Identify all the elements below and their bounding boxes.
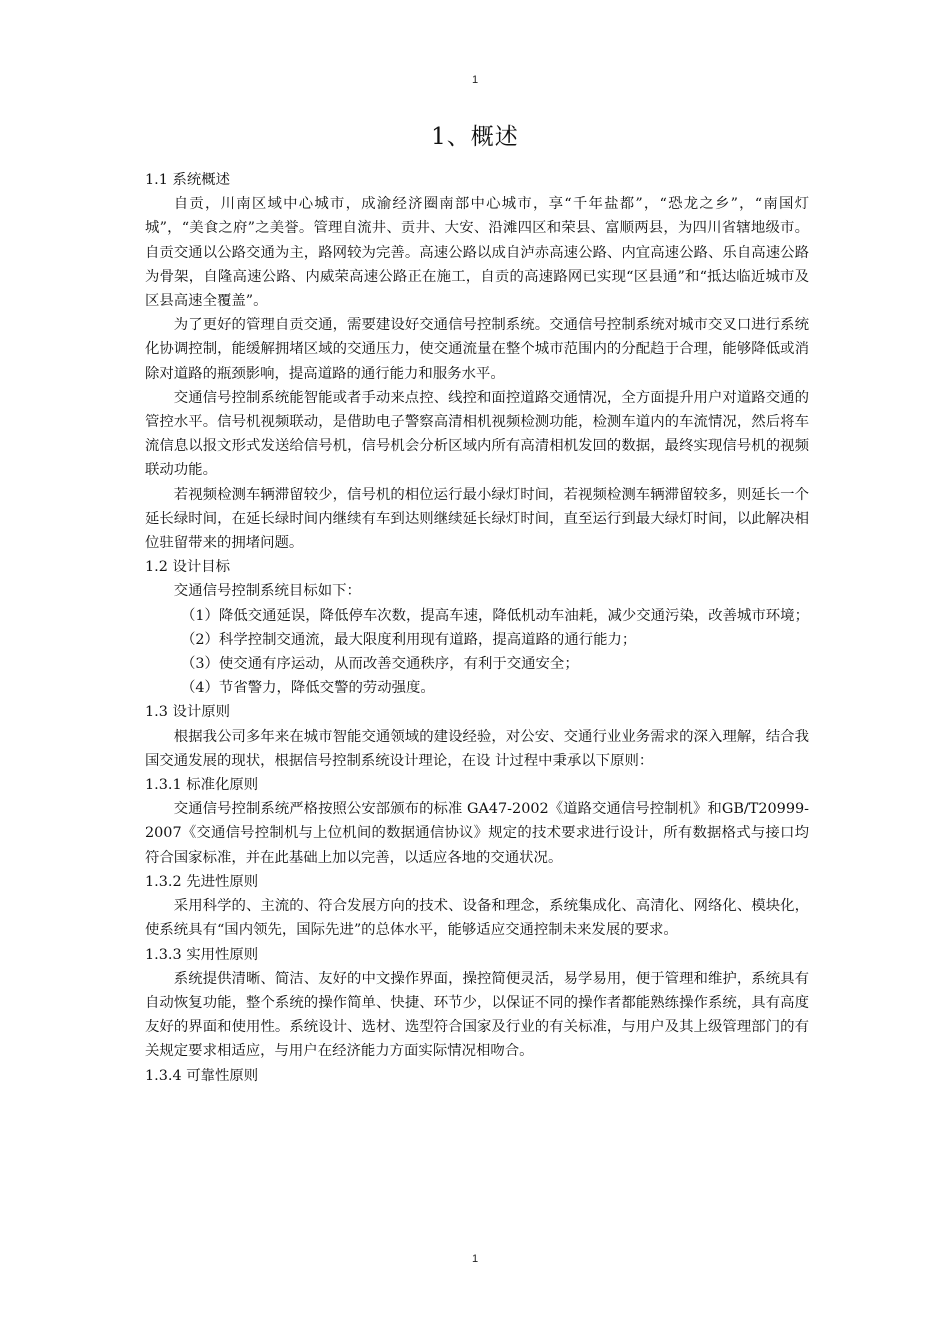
paragraph-practicality: 系统提供清晰、简洁、友好的中文操作界面，操控简便灵活，易学易用，便于管理和维护，系统具有自动恢复功能，整个系统的操作简单、快捷、环节少，以保证不同的操作者都能熟练操作系统，具有高度友好的界面和使用性。系统设计、选材、选型符合国家及行业的有关标准，与用户及其上级管理部门的有关规定要求相适应，与用户在经济能力方面实际情况相吻合。: [145, 970, 809, 1060]
paragraph-advancement: 采用科学的、主流的、符合发展方向的技术、设备和理念，系统集成化、高清化、网络化、模块化，使系统具有“国内领先，国际先进”的总体水平，能够适应交通控制未来发展的要求。: [145, 898, 809, 939]
section-heading-1-3-1: 1.3.1 标准化原则: [145, 777, 259, 794]
section-heading-1-3-2: 1.3.2 先进性原则: [145, 873, 259, 890]
paragraph-overview-green-time: 若视频检测车辆滞留较少，信号机的相位运行最小绿灯时间，若视频检测车辆滞留较多，则延长一个延长绿时间，在延长绿时间内继续有车到达则继续延长绿灯时间，直至运行到最大绿灯时间，以此解决相位驻留带来的拥堵问题。: [145, 486, 809, 552]
section-heading-1-3-4: 1.3.4 可靠性原则: [145, 1067, 259, 1084]
page-number-header: 1: [471, 74, 479, 86]
goal-item-2: （2）科学控制交通流，最大限度利用现有道路，提高道路的通行能力；: [181, 631, 637, 648]
paragraph-design-principles: 根据我公司多年来在城市智能交通领域的建设经验，对公安、交通行业业务需求的深入理解，结合我国交通发展的现状，根据信号控制系统设计理论，在设 计过程中秉承以下原则：: [145, 728, 809, 769]
section-heading-1-3-3: 1.3.3 实用性原则: [145, 946, 259, 963]
section-heading-1-3: 1.3 设计原则: [145, 704, 231, 721]
paragraph-standardization: 交通信号控制系统严格按照公安部颁布的标准 GA47-2002《道路交通信号控制机》和GB/T20999-2007《交通信号控制机与上位机间的数据通信协议》规定的技术要求进行设计，所有数据格式与接口均符合国家标准，并在此基础上加以完善，以适应各地的交通状况。: [145, 801, 809, 866]
section-heading-1-1: 1.1 系统概述: [145, 172, 231, 188]
page-number-footer: 1: [471, 1253, 479, 1265]
paragraph-overview-purpose: 为了更好的管理自贡交通，需要建设好交通信号控制系统。交通信号控制系统对城市交叉口进行系统化协调控制，能缓解拥堵区域的交通压力，使交通流量在整个城市范围内的分配趋于合理，能够降低或消除对道路的瓶颈影响，提高道路的通行能力和服务水平。: [145, 317, 809, 382]
document-body: [145, 168, 809, 1088]
goal-item-4: （4）节省警力，降低交警的劳动强度。: [181, 680, 435, 697]
paragraph-overview-control: 交通信号控制系统能智能或者手动来点控、线控和面控道路交通情况，全方面提升用户对道路交通的管控水平。信号机视频联动，是借助电子警察高清相机视频检测功能，检测车道内的车流情况，然后将车流信息以报文形式发送给信号机，信号机会分析区域内所有高清相机发回的数据，最终实现信号机的视频联动功能。: [145, 389, 809, 479]
section-heading-1-2: 1.2 设计目标: [145, 559, 231, 576]
paragraph-overview-city: 自贡，川南区域中心城市，成渝经济圈南部中心城市，享“千年盐都”，“恐龙之乡”，“南国灯城”，“美食之府”之美誉。管理自流井、贡井、大安、沿滩四区和荣县、富顺两县，为四川省辖地级市。自贡交通以公路交通为主，路网较为完善。高速公路以成自泸赤高速公路、内宜高速公路、乐自高速公路为骨架，自隆高速公路、内威荣高速公路正在施工，自贡的高速路网已实现“区县通”和“抵达临近城市及区县高速全覆盖”。: [145, 196, 809, 310]
goal-item-3: （3）使交通有序运动，从而改善交通秩序，有利于交通安全；: [181, 656, 579, 673]
goal-item-1: （1）降低交通延误，降低停车次数，提高车速，降低机动车油耗，减少交通污染，改善城市环境；: [181, 607, 809, 624]
goals-intro: 交通信号控制系统目标如下：: [173, 583, 361, 600]
chapter-title: 1、概述: [431, 124, 519, 150]
